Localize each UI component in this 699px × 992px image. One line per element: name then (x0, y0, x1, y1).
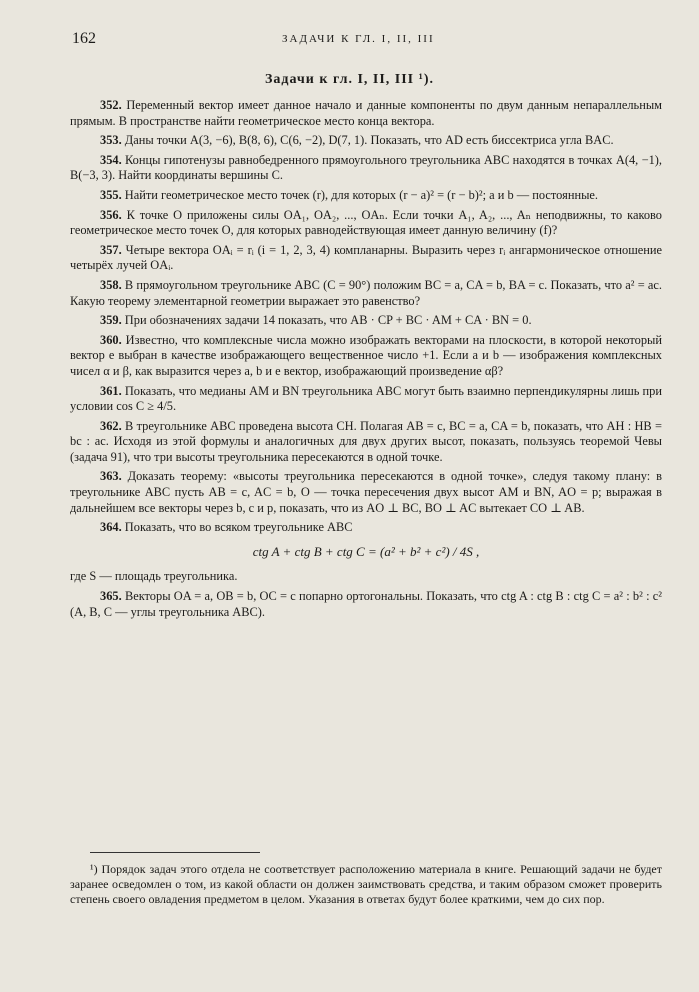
problem-text: Найти геометрическое место точек (r), для которых (r − a)² = (r − b)²; a и b — постоянные. (124, 187, 599, 202)
problem-text: Четыре вектора OAᵢ = rᵢ (i = 1, 2, 3, 4) компланарны. Выразить через rᵢ ангармоническое отношение четырёх лучей OAᵢ. (70, 242, 662, 273)
problem-number: 359. (100, 313, 122, 328)
problem-number: 364. (100, 520, 122, 535)
problem-number: 353. (100, 133, 122, 148)
problem-number: 361. (100, 383, 122, 398)
problem-text: В прямоугольном треугольнике ABC (C = 90°) положим BC = a, CA = b, BA = c. Показать, что a² = ac. Какую теорему элементарной геометрии выражает это равенство? (70, 277, 662, 308)
problem-text: Концы гипотенузы равнобедренного прямоугольного треугольника ABC находятся в точках A(4, −1), B(−3, 3). Найти координаты вершины C. (70, 152, 662, 183)
problem-364 (70, 520, 662, 536)
problem-text: К точке O приложены силы OA₁, OA₂, ..., OAₙ. Если точки A₁, A₂, ..., Aₙ неподвижны, то каково геометрическое место точек O, для которых равнодействующая имеет данную величину (f)? (70, 207, 662, 238)
problem-number: 360. (100, 332, 122, 347)
problem-352 (70, 98, 662, 129)
footnote: ¹) Порядок задач этого отдела не соответствует расположению материала в книге. Решающий задачи не будет заранее осведомлен о том, из какой области он должен заимствовать средства, и таким образом сможет проверить степень своего овладения предметом в целом. Указания в ответах будут более краткими, чем до сих пор. (70, 862, 662, 907)
problem-text: Доказать теорему: «высоты треугольника пересекаются в одной точке», следуя такому плану: в треугольнике ABC пусть AB = c, AC = b, O — точка пересечения двух высот AM и BN, AO = p; выражая в дальнейшем все векторы через b, c и p, показать, что из AO ⊥ BC, BO ⊥ AC вытекает CO ⊥ AB. (70, 469, 662, 515)
problem-358 (70, 278, 662, 309)
problem-354 (70, 153, 662, 184)
problems-body (70, 98, 662, 624)
problem-362 (70, 419, 662, 466)
problem-text: Векторы OA = a, OB = b, OC = c попарно ортогональны. Показать, что ctg A : ctg B : ctg C = a² : b² : c² (A, B, C — углы треугольника ABC). (70, 589, 662, 619)
problem-number: 352. (100, 98, 122, 112)
section-title: Задачи к гл. I, II, III ¹). (265, 72, 434, 87)
footnote-divider (90, 852, 260, 853)
problem-number: 355. (100, 187, 122, 202)
problem-text: Даны точки A(3, −6), B(8, 6), C(6, −2), D(7, 1). Показать, что AD есть биссектриса угла BAC. (124, 133, 614, 148)
problem-355 (70, 188, 662, 204)
page-header (72, 30, 639, 52)
problem-number: 365. (100, 589, 122, 604)
problem-356 (70, 208, 662, 239)
problem-text: В треугольнике ABC проведена высота CH. Полагая AB = c, BC = a, CA = b, показать, что AH : HB = bc : ac. Исходя из этой формулы и аналогичных для двух других высот, показать, пользуясь теоремой Чевы (задача 91), что три высоты треугольника пересекаются в одной точке. (70, 418, 662, 464)
problem-text: Переменный вектор имеет данное начало и данные компоненты по двум данным непараллельным прямым. В пространстве найти геометрическое место конца вектора. (70, 98, 662, 128)
problem-number: 354. (100, 152, 122, 167)
problem-number: 356. (100, 207, 122, 222)
page-number: 162 (72, 30, 96, 47)
running-head: ЗАДАЧИ К ГЛ. I, II, III (282, 33, 435, 45)
problem-357 (70, 243, 662, 274)
problem-text: Показать, что медианы AM и BN треугольника ABC могут быть взаимно перпендикулярны лишь при условии cos C ≥ 4/5. (70, 383, 662, 414)
formula-explanation: где S — площадь треугольника. (70, 569, 238, 584)
problem-360 (70, 333, 662, 380)
problem-365 (70, 589, 662, 620)
problem-text: Показать, что во всяком треугольнике ABC (124, 520, 353, 535)
problem-number: 358. (100, 277, 122, 292)
problem-number: 363. (100, 469, 122, 484)
problem-number: 362. (100, 418, 122, 433)
problem-number: 357. (100, 242, 122, 257)
problem-359 (70, 313, 662, 329)
formula-364: ctg A + ctg B + ctg C = (a² + b² + c²) / 4S , (252, 543, 480, 559)
problem-363 (70, 469, 662, 516)
problem-text: При обозначениях задачи 14 показать, что AB · CP + BC · AM + CA · BN = 0. (124, 313, 532, 328)
problem-353 (70, 133, 662, 149)
problem-361 (70, 384, 662, 415)
problem-text: Известно, что комплексные числа можно изображать векторами на плоскости, в которой некоторый вектор e выбран в качестве изображающего вещественное число +1. Если a и b — изображения комплексных чисел α и β, как выразится через a, b и e вектор, изображающий произведение αβ? (70, 332, 662, 378)
